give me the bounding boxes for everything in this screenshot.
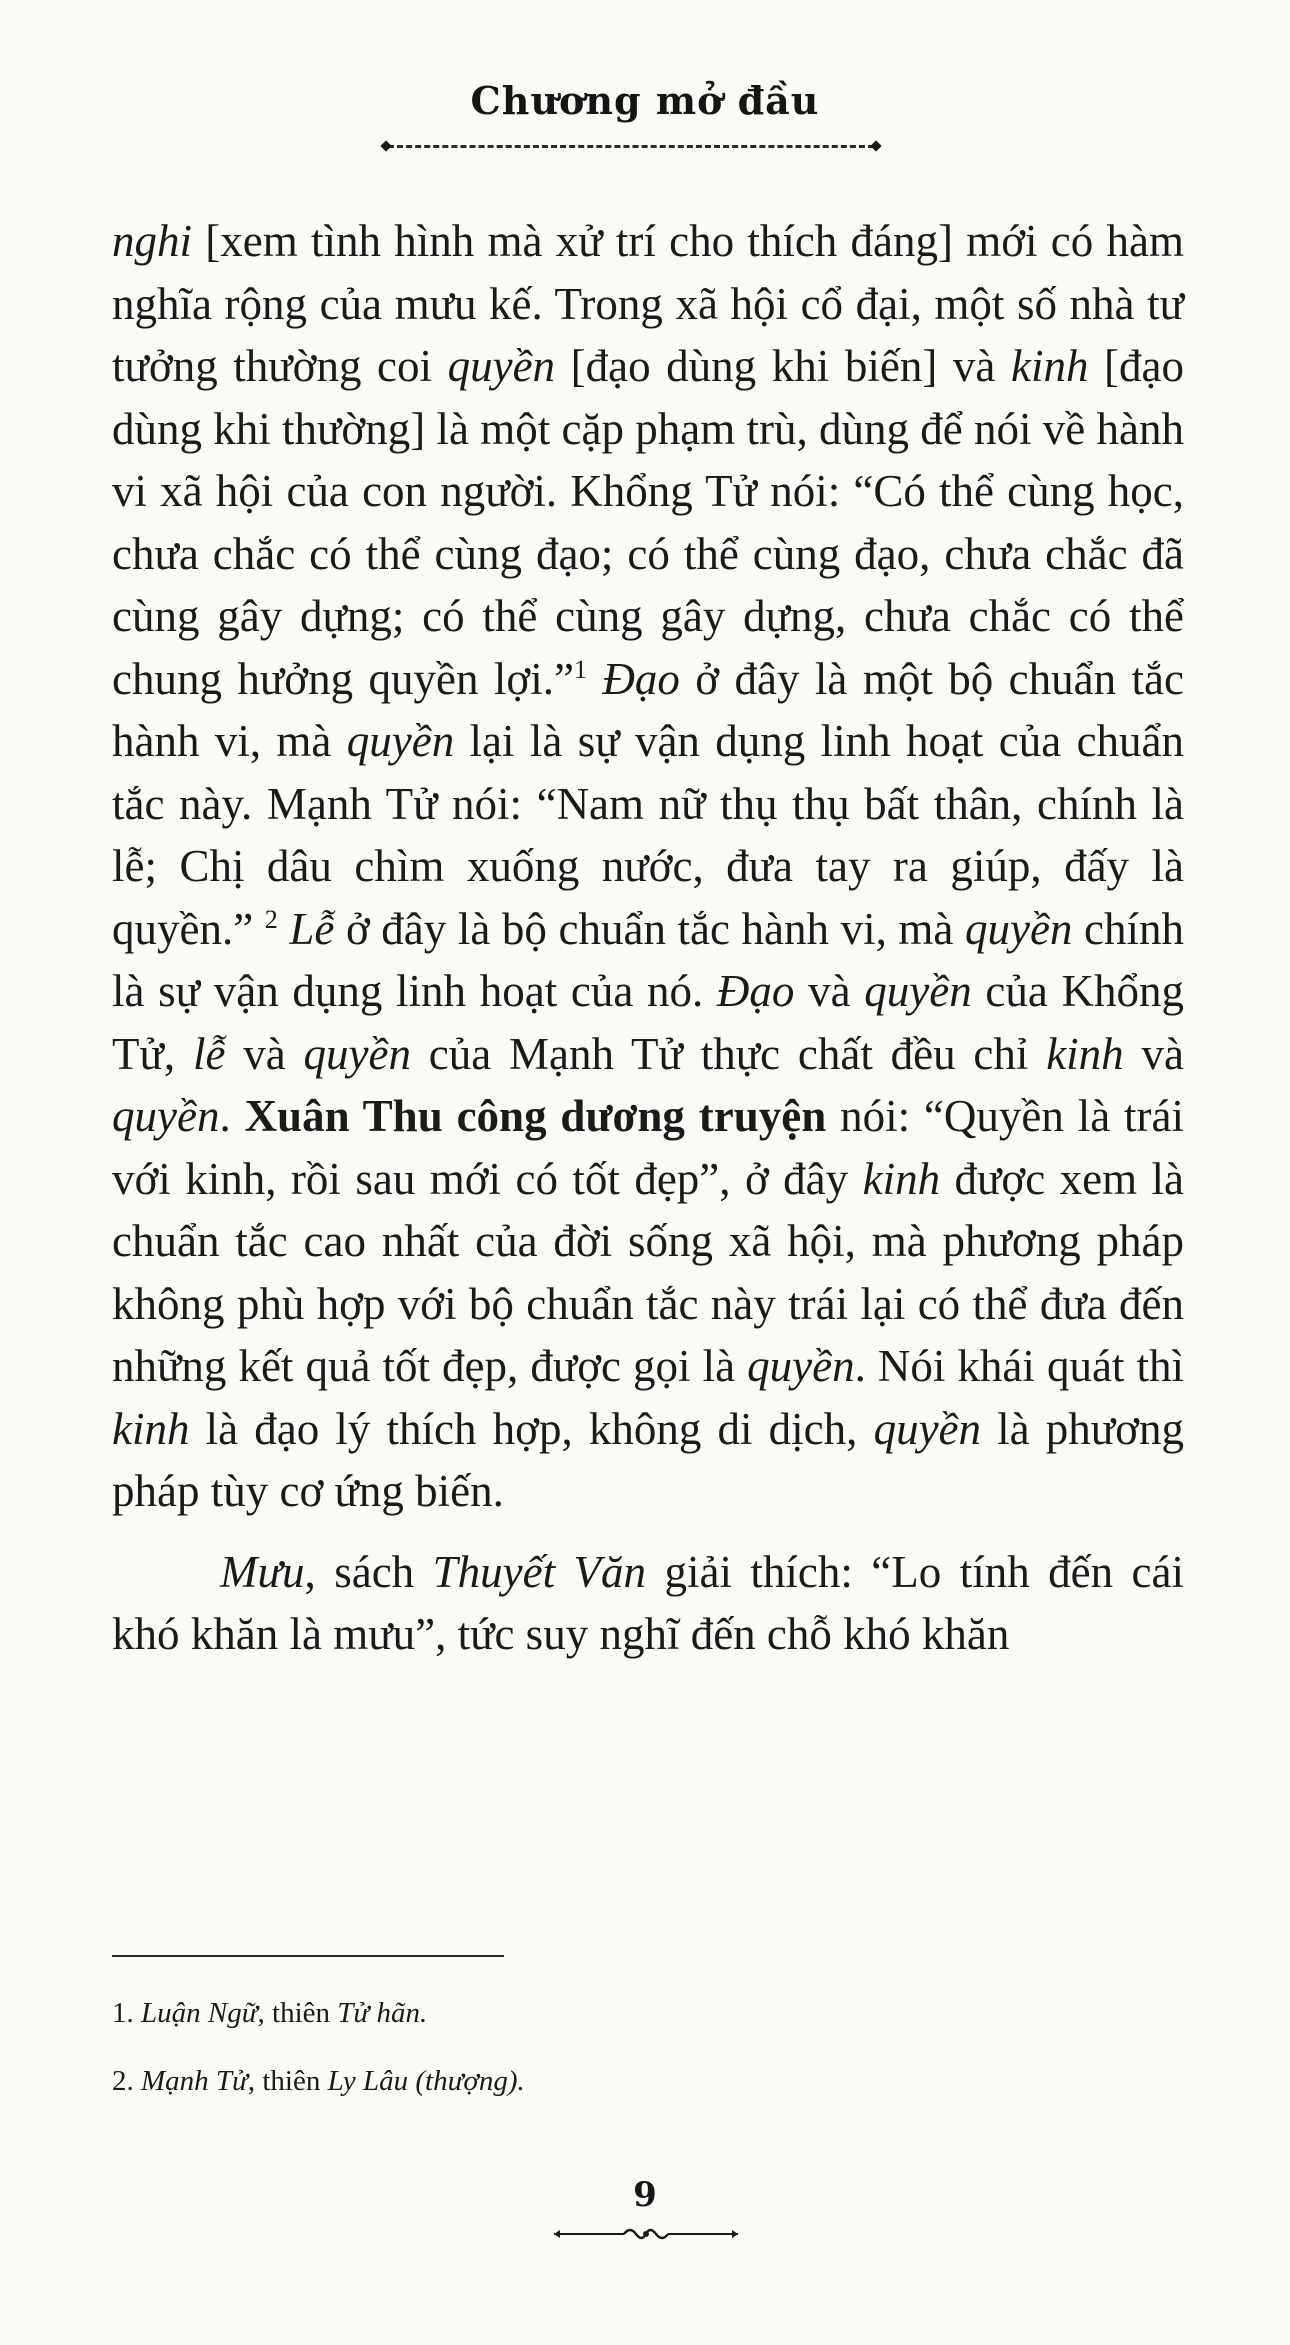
footnote-text: 2. [112,2065,141,2097]
text-run: kinh [862,1153,941,1204]
text-run: [xem tình hình mà xử trí cho thích đáng] mới có hàm nghĩa rộng của mưu kế. Trong xã hội cổ đại, một số nhà tư tưởng thường coi [112,216,1184,391]
text-run: nghi [112,216,193,266]
footnote-text: Tử hãn. [337,1997,428,2029]
footnote-text: , thiên [257,1997,338,2029]
footnotes [112,1990,1184,2126]
paragraph [112,210,1184,1523]
text-run: Xuân Thu công dương truyện [244,1091,827,1141]
footnote-text: Mạnh Tử [141,2065,248,2097]
paragraph [112,1541,1184,1666]
text-run: và [225,1028,304,1079]
text-run: , sách [304,1546,433,1597]
footnote-text: 1. [112,1997,141,2029]
text-run: lễ [192,1028,226,1079]
text-run: của Mạnh Tử thực chất đều chỉ [410,1028,1047,1079]
text-run: Thuyết Văn [432,1546,647,1597]
text-run: Đạo [716,966,795,1016]
text-run: là phương pháp tùy cơ ứng biến. [112,1403,1184,1516]
text-run: [đạo dùng khi thường] là một cặp phạm trù, dùng để nói về hành vi xã hội của con người. Khổng Tử nói: “Có thể cùng học, chưa chắc có thể cùng đạo; có thể cùng đạo, chưa chắc đã cùng gây dựng; có thể cùng gây dựng, chưa chắc có thể chung hưởng quyền lợi.” [112,341,1184,704]
footnote-ref: 2 [264,904,278,934]
text-run: kinh [1010,341,1089,391]
footnote-text: Ly Lâu (thượng). [327,2065,525,2097]
text-run: [đạo dùng khi biến] và [555,341,1011,391]
text-run: lại là sự vận dụng linh hoạt của chuẩn tắc này. Mạnh Tử nói: “Nam nữ thụ thụ bất thân, chính là lễ; Chị dâu chìm xuống nước, đưa tay ra giúp, đấy là quyền.” [112,716,1185,954]
text-run: kinh [112,1403,190,1454]
text-run: và [794,966,865,1016]
text-run: là đạo lý thích hợp, không di dịch, [189,1403,874,1454]
text-run: ở đây là một bộ chuẩn tắc hành vi, mà [112,653,1184,766]
text-run: quyền [447,341,556,391]
running-header [0,78,1290,123]
text-run: quyền [873,1403,982,1454]
footnote-ref: 1 [573,654,587,684]
text-run: quyền [112,1091,220,1141]
footnote-text: Luận Ngữ [141,1997,258,2029]
page-number: 9 [633,2175,657,2215]
header-ornamental-rule [388,145,874,148]
text-run: của Khổng Tử, [112,966,1184,1079]
page-number-ornament [552,2222,740,2246]
text-run: quyền [346,716,455,766]
text-run: quyền [964,903,1073,954]
chapter-title: Chương mở đầu [470,78,820,123]
text-run: Mưu [220,1546,305,1597]
text-run: quyền [747,1341,855,1391]
footnote-separator [112,1955,504,1957]
text-run: . [219,1091,245,1141]
text-run: và [1123,1028,1184,1079]
text-run: Lễ [289,903,335,954]
text-run [587,654,602,704]
footnote-item [112,2058,1184,2104]
text-run: quyền [303,1028,411,1079]
text-run: giải thích: “Lo tính đến cái khó khăn là mưu”, tức suy nghĩ đến chỗ khó khăn [112,1546,1184,1659]
text-run: quyền [864,966,972,1016]
text-run: ở đây là bộ chuẩn tắc hành vi, mà [334,903,965,954]
text-run [278,904,290,954]
text-run: kinh [1046,1028,1124,1079]
body-text [112,210,1184,1666]
text-run: . Nói khái quát thì [854,1341,1184,1391]
text-run: được xem là chuẩn tắc cao nhất của đời sống xã hội, mà phương pháp không phù hợp với bộ chuẩn tắc này trái lại có thể đưa đến những kết quả tốt đẹp, được gọi là [112,1153,1184,1391]
text-run: chính là sự vận dụng linh hoạt của nó. [112,903,1184,1016]
footnote-item [112,1990,1184,2036]
text-run: nói: “Quyền là trái với kinh, rồi sau mới có tốt đẹp”, ở đây [112,1091,1184,1204]
text-run: Đạo [602,653,680,704]
footnote-text: , thiên [247,2065,328,2097]
